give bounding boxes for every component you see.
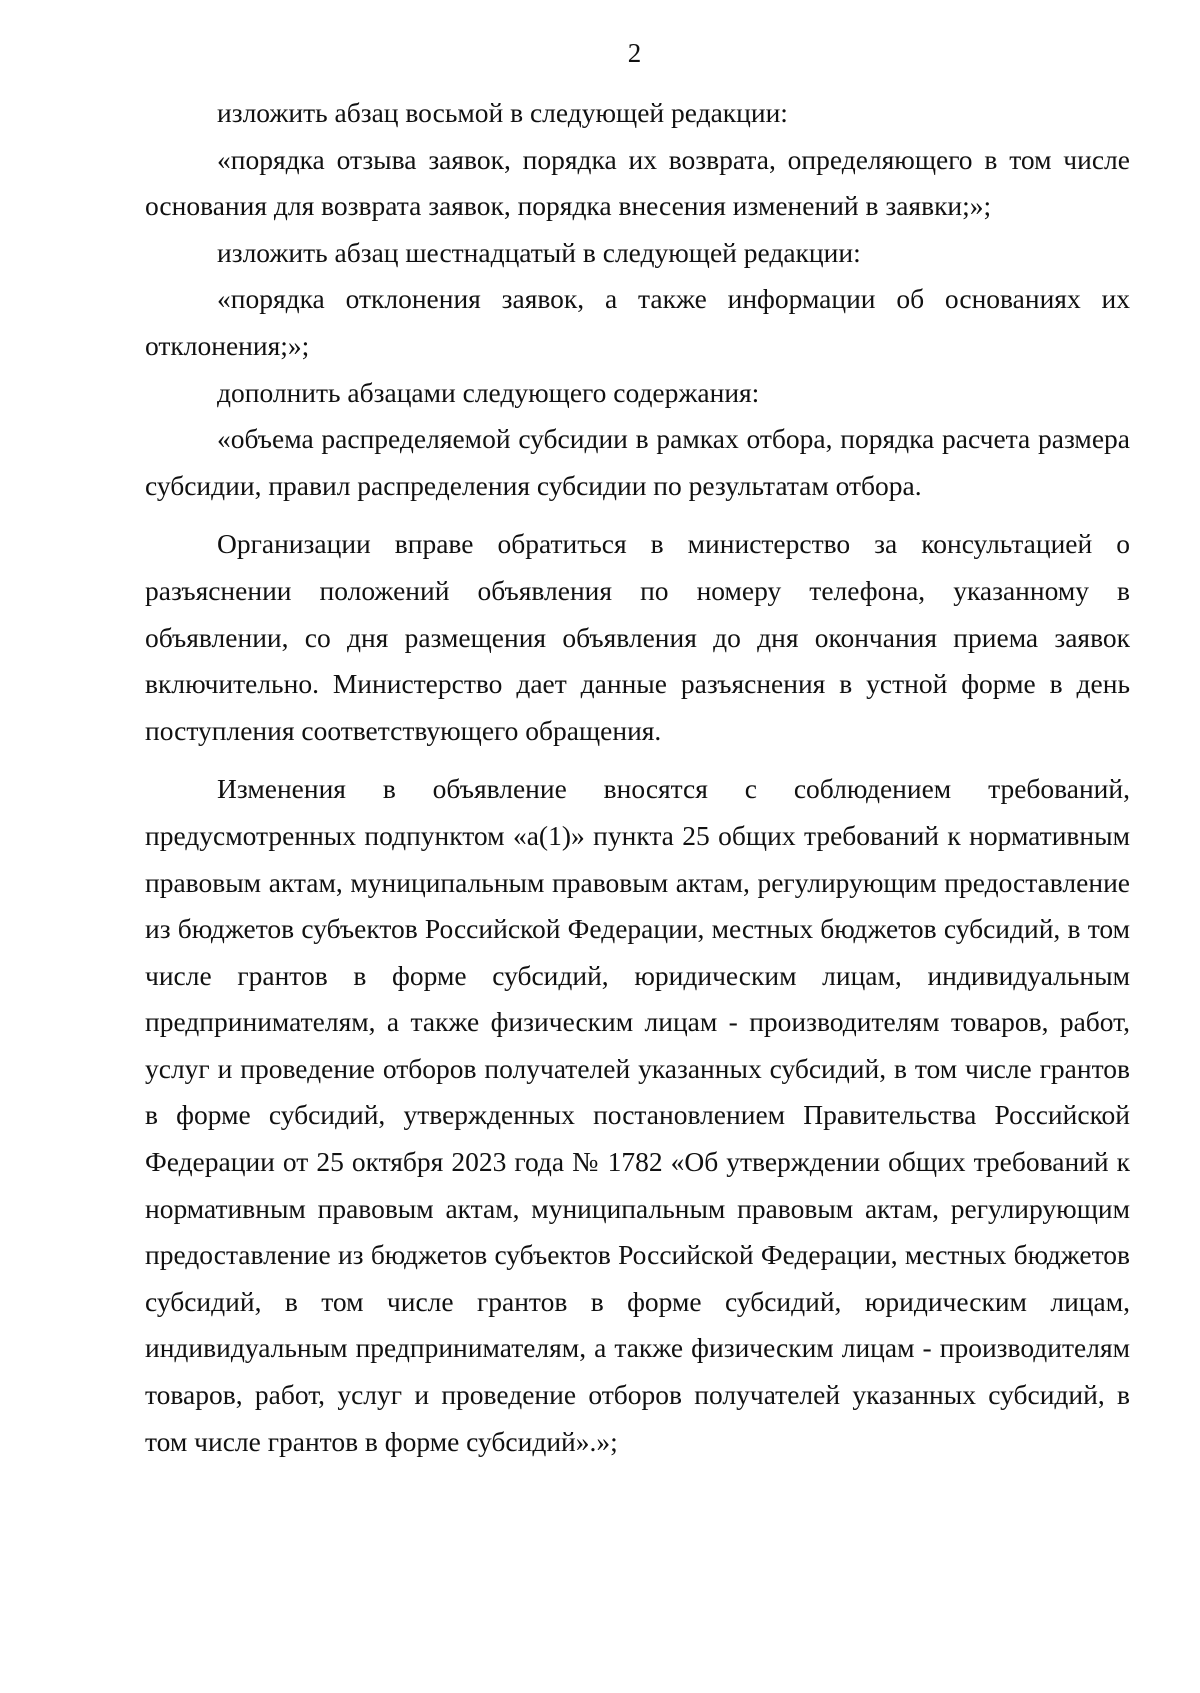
paragraph-gap [145,754,1130,766]
paragraph-quote-subsidy-volume: «объема распределяемой субсидии в рамках отбора, порядка расчета размера субсидии, правил распределения субсидии по результатам отбора. [145,423,1130,501]
paragraph-instruction-16: изложить абзац шестнадцатый в следующей редакции: [217,236,861,268]
paragraph-gap [145,509,1130,521]
paragraph-quote-withdrawal: «порядка отзыва заявок, порядка их возврата, определяющего в том числе основания для возврата заявок, порядка внесения изменений в заявки;»; [145,143,1130,222]
document-body [145,90,1130,1465]
paragraph-consultation: Организации вправе обратиться в министерство за консультацией о разъяснении положений объявления по номеру телефона, указанному в объявлении, со дня размещения объявления до дня окончания приема заявок включительно. Министерство дает данные разъяснения в устной форме в день поступления соответствующего обращения. [145,528,1130,746]
page-number: 2 [627,38,642,68]
paragraph-instruction-supplement: дополнить абзацами следующего содержания: [217,376,760,408]
paragraph-changes: Изменения в объявление вносятся с соблюдением требований, предусмотренных подпунктом «а(1)» пункта 25 общих требований к нормативным правовым актам, муниципальным правовым актам, регулирующим предоставление из бюджетов субъектов Российской Федерации, местных бюджетов субсидий, в том числе грантов в форме субсидий, юридическим лицам, индивидуальным предпринимателям, а также физическим лицам - производителям товаров, работ, услуг и проведение отборов получателей указанных субсидий, в том числе грантов в форме субсидий, утвержденных постановлением Правительства Российской Федерации от 25 октября 2023 года № 1782 «Об утверждении общих требований к нормативным правовым актам, муниципальным правовым актам, регулирующим предоставление из бюджетов субъектов Российской Федерации, местных бюджетов субсидий, в том числе грантов в форме субсидий, юридическим лицам, индивидуальным предпринимателям, а также физическим лицам - производителям товаров, работ, услуг и проведение отборов получателей указанных субсидий, в том числе грантов в форме субсидий».»; [145,773,1130,1457]
paragraph-instruction-8: изложить абзац восьмой в следующей редакции: [217,97,788,128]
paragraph-quote-rejection: «порядка отклонения заявок, а также информации об основаниях их отклонения;»; [145,283,1130,361]
